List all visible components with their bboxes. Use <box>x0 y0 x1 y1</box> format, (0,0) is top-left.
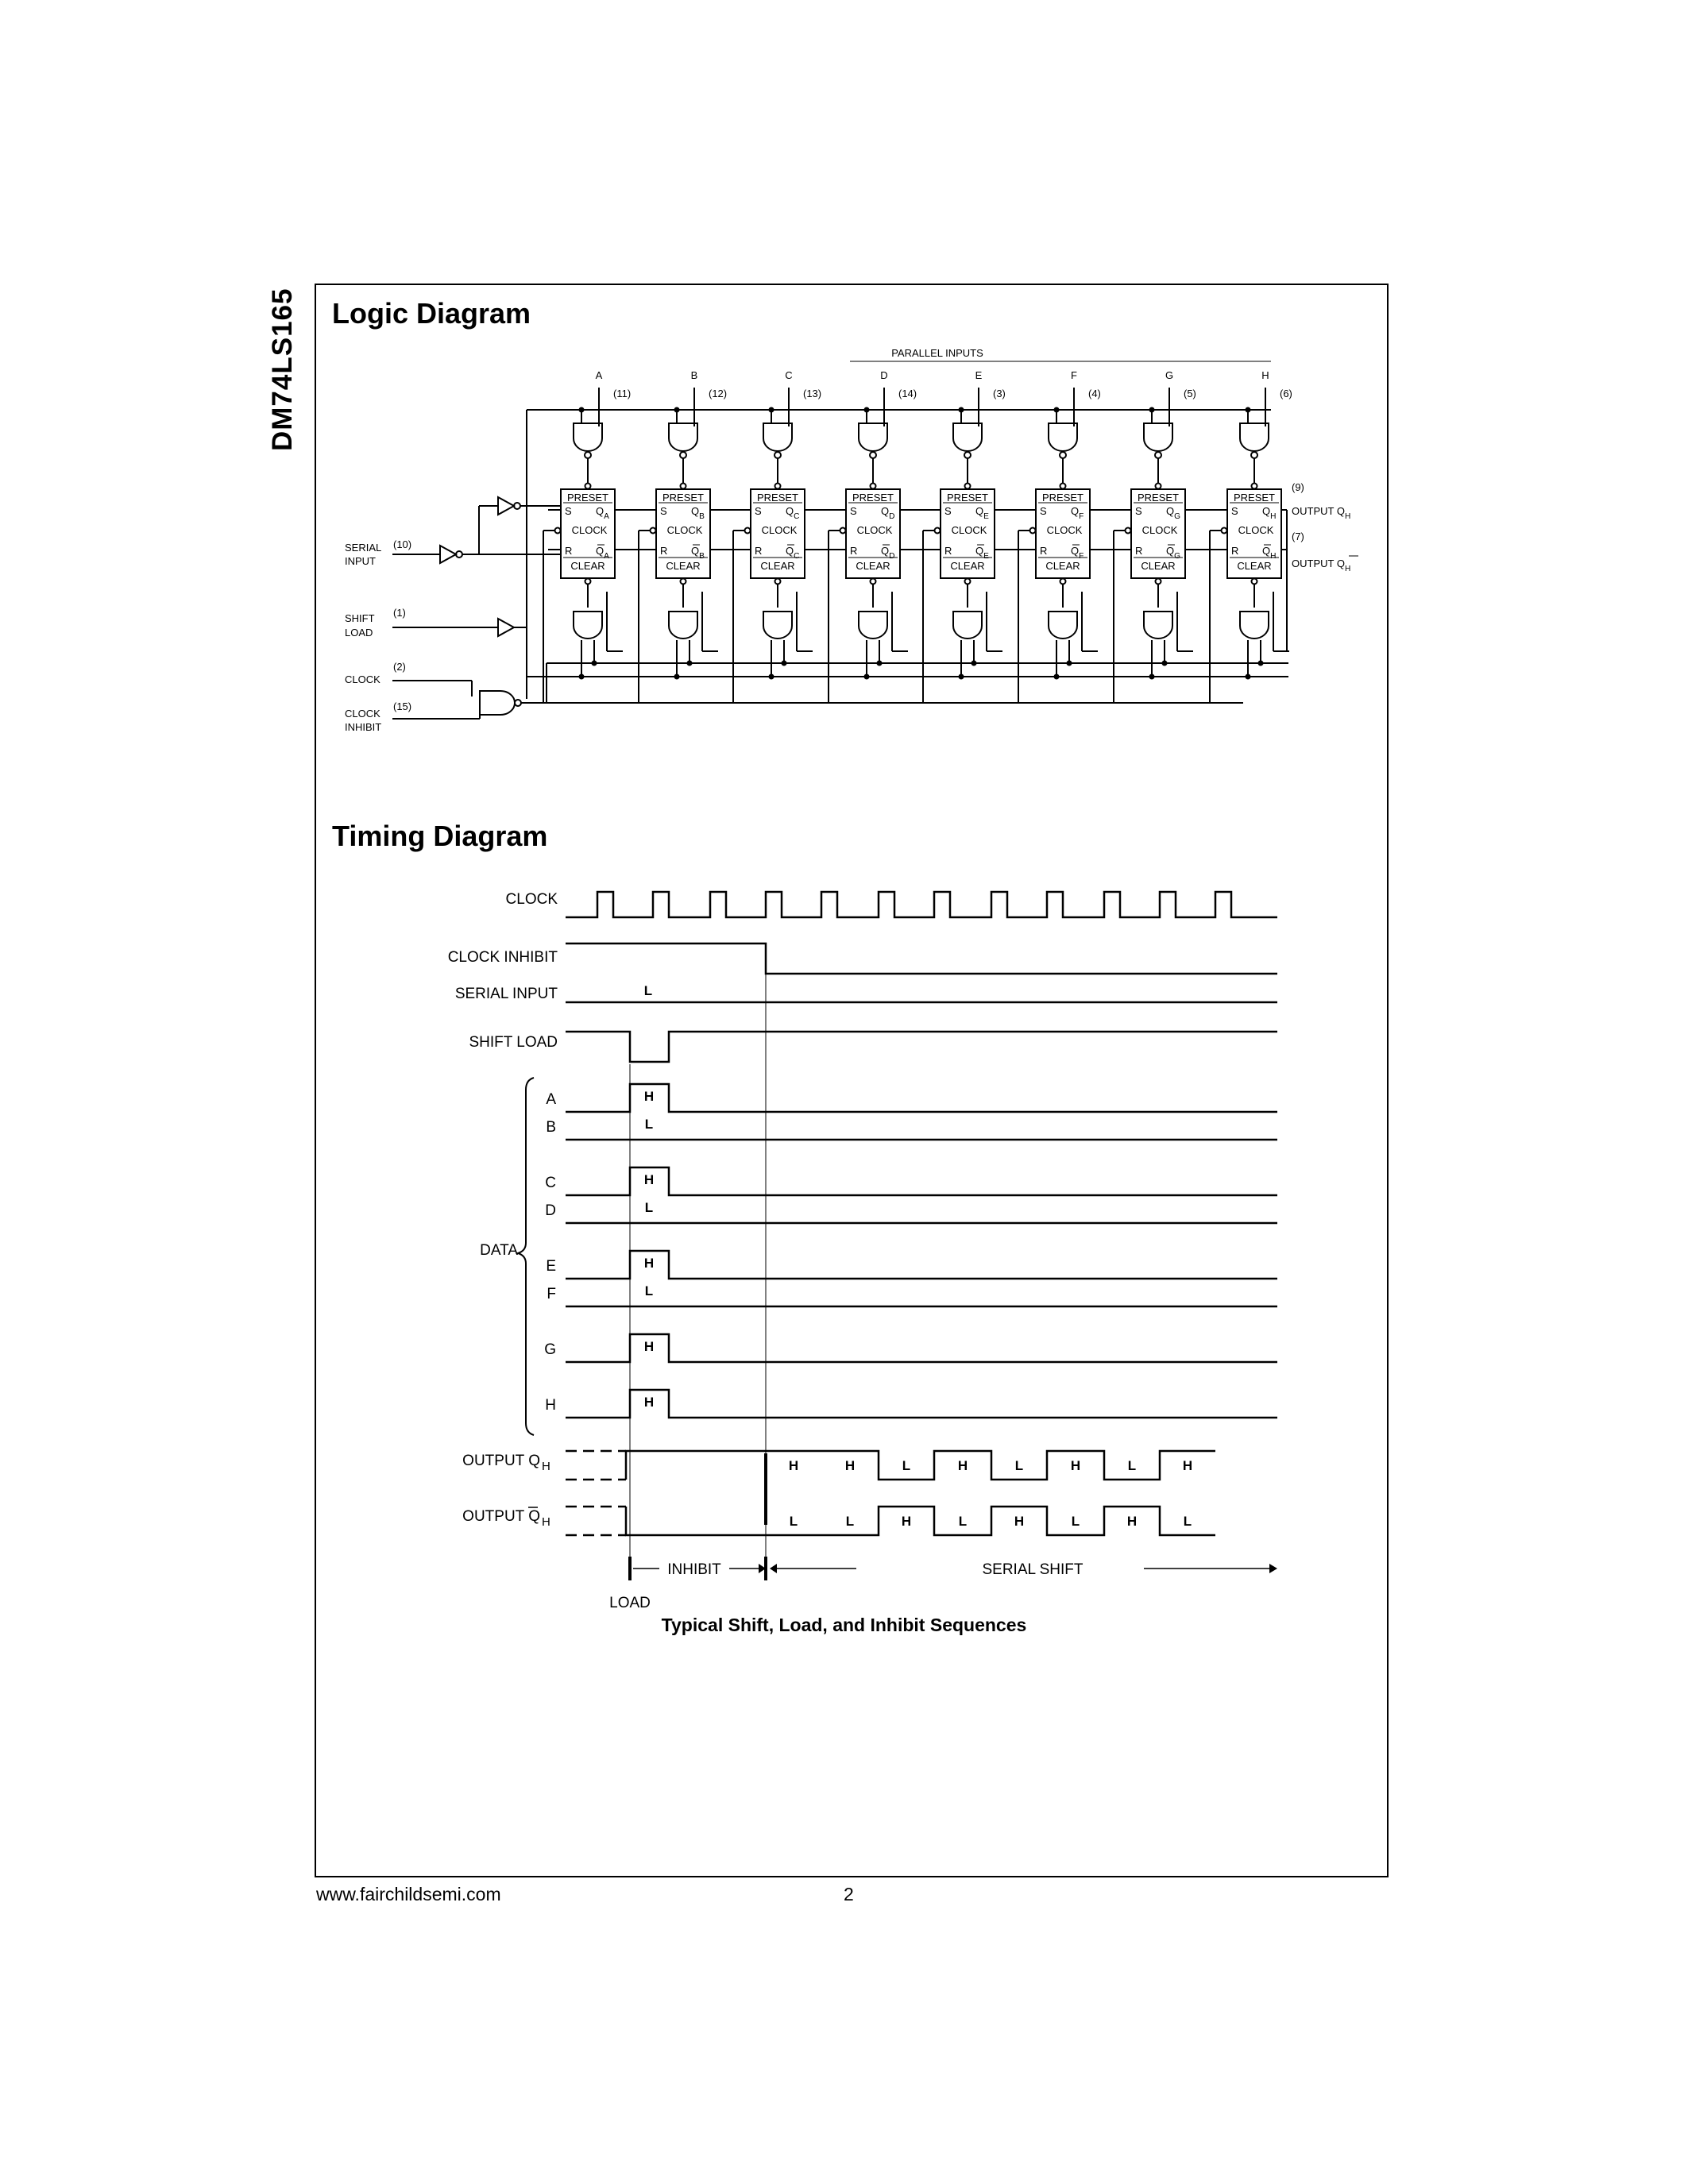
preset-label: PRESET <box>756 492 799 504</box>
r-label: R <box>1040 545 1048 557</box>
shift-load-pin: (1) <box>393 607 406 619</box>
output-qh-value: L <box>1127 1458 1137 1473</box>
preset-label: PRESET <box>1041 492 1084 504</box>
document-side-title: DM74LS165 <box>267 287 298 451</box>
clock-pin: (2) <box>393 661 406 673</box>
data-waveform <box>566 1390 1277 1418</box>
output-qh-pin: (9) <box>1292 481 1304 493</box>
data-brace-icon <box>518 1078 534 1435</box>
data-waveform <box>566 1084 1277 1112</box>
output-qh-bar-value: L <box>845 1514 855 1529</box>
output-qh-bar-value: L <box>1183 1514 1192 1529</box>
data-value: H <box>643 1089 655 1104</box>
output-qh-signal-subscript: H <box>542 1460 550 1473</box>
data-value: H <box>643 1172 655 1187</box>
preset-label: PRESET <box>1233 492 1276 504</box>
clear-label: CLEAR <box>760 560 795 572</box>
q-output-label: $Q_B$ <box>691 505 705 521</box>
q-bar-output-label: $Q_G$ <box>1166 545 1181 561</box>
input-pin: (3) <box>993 388 1006 399</box>
clear-label: CLEAR <box>570 560 605 572</box>
input-pin: (6) <box>1280 388 1292 399</box>
clock-inhibit-pin: (15) <box>393 700 412 712</box>
q-bar-output-label: $Q_A$ <box>596 545 609 561</box>
data-value: L <box>644 1200 654 1215</box>
logic-diagram-title: Logic Diagram <box>332 297 531 330</box>
input-letter: F <box>1071 369 1077 381</box>
shift-load-waveform <box>566 1032 1277 1062</box>
output-qh-bar-undefined <box>566 1507 626 1535</box>
r-label: R <box>755 545 763 557</box>
q-output-label: $Q_A$ <box>596 505 609 521</box>
serial-input-label: INPUT <box>345 555 376 567</box>
input-pin: (12) <box>709 388 728 399</box>
clear-label: CLEAR <box>950 560 985 572</box>
output-qh-bar-signal-label: OUTPUT Q <box>462 1508 540 1525</box>
clear-label: CLEAR <box>666 560 701 572</box>
output-qh-value: H <box>788 1458 799 1473</box>
r-label: R <box>565 545 573 557</box>
inhibit-phase-label: INHIBIT <box>667 1561 721 1578</box>
data-row-label: D <box>545 1202 556 1219</box>
input-letter: B <box>690 369 698 381</box>
preset-label: PRESET <box>1137 492 1180 504</box>
q-bar-output-label: $Q_E$ <box>975 545 989 561</box>
clock-signal-label: CLOCK <box>505 891 558 908</box>
input-pin: (13) <box>803 388 822 399</box>
clock-inhibit-label: INHIBIT <box>345 721 382 733</box>
data-row-label: C <box>545 1175 556 1191</box>
output-qh-value: H <box>1182 1458 1193 1473</box>
input-letter: A <box>595 369 603 381</box>
arrow-right-icon <box>1269 1564 1277 1573</box>
clear-label: CLEAR <box>856 560 890 572</box>
q-output-label: $Q_C$ <box>786 505 800 521</box>
load-phase-label: LOAD <box>609 1595 651 1611</box>
q-output-label: $Q_E$ <box>975 505 989 521</box>
q-output-label: $Q_H$ <box>1262 505 1277 521</box>
clock-label: CLOCK <box>856 524 893 536</box>
data-row-label: A <box>546 1091 556 1108</box>
data-waveform <box>566 1334 1277 1362</box>
preset-label: PRESET <box>662 492 705 504</box>
r-label: R <box>944 545 952 557</box>
input-letter: C <box>785 369 793 381</box>
clock-inhibit-waveform <box>566 943 1277 974</box>
s-label: S <box>660 505 667 517</box>
footer-url[interactable]: www.fairchildsemi.com <box>316 1884 501 1904</box>
clear-label: CLEAR <box>1141 560 1176 572</box>
s-label: S <box>944 505 952 517</box>
q-bar-output-label: $Q_D$ <box>881 545 895 561</box>
clock-label: CLOCK <box>345 673 380 685</box>
output-qh-waveform <box>626 1451 1215 1480</box>
s-label: S <box>850 505 857 517</box>
data-value: L <box>644 1283 654 1298</box>
q-output-label: $Q_G$ <box>1166 505 1181 521</box>
q-bar-output-label: $Q_F$ <box>1071 545 1084 561</box>
data-row-label: F <box>547 1286 556 1302</box>
output-qh-bar-value: L <box>789 1514 798 1529</box>
shift-load-label: SHIFT <box>345 612 375 624</box>
s-label: S <box>1231 505 1238 517</box>
clock-label: CLOCK <box>1238 524 1274 536</box>
output-qh-value: H <box>1070 1458 1081 1473</box>
q-bar-output-label: $Q_H$ <box>1262 545 1277 561</box>
input-letter: D <box>880 369 888 381</box>
clear-label: CLEAR <box>1045 560 1080 572</box>
output-qh-value: L <box>1014 1458 1024 1473</box>
serial-input-value: L <box>643 983 653 998</box>
serial-input-pin: (10) <box>393 538 412 550</box>
clock-label: CLOCK <box>761 524 798 536</box>
input-pin: (11) <box>613 388 632 399</box>
data-row-label: G <box>544 1341 556 1358</box>
s-label: S <box>755 505 762 517</box>
shift-load-label: LOAD <box>345 627 373 639</box>
output-qh-bar-pin: (7) <box>1292 531 1304 542</box>
input-pin: (14) <box>898 388 917 399</box>
parallel-inputs-label: PARALLEL INPUTS <box>891 347 983 359</box>
output-qh-bar-value: H <box>1126 1514 1138 1529</box>
serial-input-label: SERIAL <box>345 542 382 554</box>
clock-label: CLOCK <box>1141 524 1178 536</box>
input-letter: H <box>1261 369 1269 381</box>
clock-label: CLOCK <box>1046 524 1083 536</box>
arrow-left-icon <box>770 1564 777 1573</box>
output-qh-value: H <box>957 1458 968 1473</box>
output-qh-signal-label: OUTPUT Q <box>462 1453 540 1469</box>
serial-shift-phase-label: SERIAL SHIFT <box>982 1561 1083 1578</box>
preset-label: PRESET <box>946 492 989 504</box>
output-qh-value: H <box>844 1458 856 1473</box>
serial-input-signal-label: SERIAL INPUT <box>454 986 558 1002</box>
clock-inhibit-signal-label: CLOCK INHIBIT <box>447 949 558 966</box>
data-row-label: B <box>546 1119 556 1136</box>
q-bar-output-label: $Q_C$ <box>786 545 800 561</box>
r-label: R <box>660 545 668 557</box>
input-pin: (5) <box>1184 388 1196 399</box>
q-output-label: $Q_F$ <box>1071 505 1084 521</box>
data-row-label: H <box>545 1397 556 1414</box>
s-label: S <box>1135 505 1142 517</box>
data-value: H <box>643 1395 655 1410</box>
data-value: H <box>643 1256 655 1271</box>
output-qh-bar-signal-subscript: H <box>542 1515 550 1529</box>
data-waveform <box>566 1167 1277 1195</box>
r-label: R <box>850 545 858 557</box>
data-row-label: E <box>546 1258 556 1275</box>
output-qh-bar-value: H <box>1014 1514 1025 1529</box>
r-label: R <box>1135 545 1143 557</box>
timing-caption: Typical Shift, Load, and Inhibit Sequences <box>661 1615 1027 1635</box>
output-qh-label: OUTPUT $Q_H$ <box>1292 505 1351 521</box>
clock-waveform <box>566 892 1277 917</box>
data-waveform <box>566 1251 1277 1279</box>
r-label: R <box>1231 545 1239 557</box>
input-letter: E <box>975 369 983 381</box>
q-bar-output-label: $Q_B$ <box>691 545 705 561</box>
clock-label: CLOCK <box>571 524 608 536</box>
output-qh-bar-value: L <box>958 1514 968 1529</box>
page-number: 2 <box>844 1884 854 1904</box>
output-qh-bar-label: OUTPUT $Q_H$ <box>1292 558 1351 573</box>
input-pin: (4) <box>1088 388 1101 399</box>
clock-inhibit-label: CLOCK <box>345 708 380 720</box>
clear-label: CLEAR <box>1237 560 1272 572</box>
q-output-label: $Q_D$ <box>881 505 895 521</box>
input-letter: G <box>1165 369 1174 381</box>
s-label: S <box>1040 505 1047 517</box>
timing-diagram-title: Timing Diagram <box>332 820 548 852</box>
data-group-label: DATA <box>480 1242 518 1259</box>
output-qh-bar-value: H <box>901 1514 912 1529</box>
clock-label: CLOCK <box>951 524 987 536</box>
s-label: S <box>565 505 572 517</box>
data-value: H <box>643 1339 655 1354</box>
shift-load-signal-label: SHIFT LOAD <box>469 1034 558 1051</box>
output-qh-value: L <box>902 1458 911 1473</box>
data-value: L <box>644 1117 654 1132</box>
preset-label: PRESET <box>852 492 894 504</box>
clock-label: CLOCK <box>666 524 703 536</box>
output-qh-bar-value: L <box>1071 1514 1080 1529</box>
output-qh-undefined <box>566 1451 626 1480</box>
preset-label: PRESET <box>566 492 609 504</box>
